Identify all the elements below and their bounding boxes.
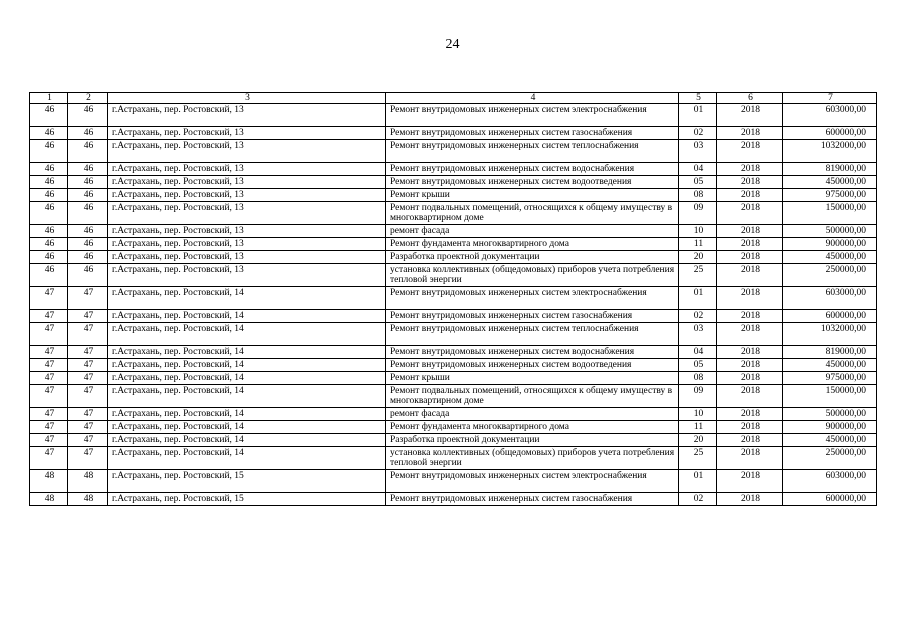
year-cell: 2018 xyxy=(717,310,783,323)
address-cell: г.Астрахань, пер. Ростовский, 13 xyxy=(108,251,386,264)
row-number-cell: 47 xyxy=(30,346,68,359)
address-cell: г.Астрахань, пер. Ростовский, 13 xyxy=(108,202,386,225)
work-type-cell: Ремонт крыши xyxy=(386,189,679,202)
work-code-cell: 04 xyxy=(679,163,717,176)
cost-cell: 600000,00 xyxy=(783,310,877,323)
row-number-cell: 46 xyxy=(30,163,68,176)
address-cell: г.Астрахань, пер. Ростовский, 13 xyxy=(108,104,386,127)
work-type-cell: Ремонт внутридомовых инженерных систем водоснабжения xyxy=(386,346,679,359)
year-cell: 2018 xyxy=(717,323,783,346)
table-row xyxy=(30,202,877,225)
cost-cell: 819000,00 xyxy=(783,346,877,359)
column-header: 1 xyxy=(30,93,68,104)
house-number-cell: 47 xyxy=(68,385,108,408)
address-cell: г.Астрахань, пер. Ростовский, 13 xyxy=(108,264,386,287)
house-number-cell: 47 xyxy=(68,287,108,310)
cost-cell: 1032000,00 xyxy=(783,323,877,346)
row-number-cell: 47 xyxy=(30,287,68,310)
year-cell: 2018 xyxy=(717,251,783,264)
table-row xyxy=(30,189,877,202)
cost-cell: 900000,00 xyxy=(783,238,877,251)
row-number-cell: 48 xyxy=(30,493,68,506)
year-cell: 2018 xyxy=(717,493,783,506)
cost-cell: 450000,00 xyxy=(783,251,877,264)
cost-cell: 150000,00 xyxy=(783,385,877,408)
cost-cell: 900000,00 xyxy=(783,421,877,434)
table-row xyxy=(30,104,877,127)
house-number-cell: 47 xyxy=(68,310,108,323)
row-number-cell: 47 xyxy=(30,408,68,421)
table-header-row xyxy=(30,93,877,104)
table-row xyxy=(30,493,877,506)
work-type-cell: Ремонт внутридомовых инженерных систем электроснабжения xyxy=(386,470,679,493)
work-type-cell: Ремонт фундамента многоквартирного дома xyxy=(386,421,679,434)
column-header: 2 xyxy=(68,93,108,104)
row-number-cell: 46 xyxy=(30,189,68,202)
work-type-cell: Ремонт внутридомовых инженерных систем теплоснабжения xyxy=(386,323,679,346)
work-code-cell: 03 xyxy=(679,140,717,163)
work-code-cell: 04 xyxy=(679,346,717,359)
house-number-cell: 47 xyxy=(68,421,108,434)
table-row xyxy=(30,385,877,408)
year-cell: 2018 xyxy=(717,434,783,447)
work-type-cell: Ремонт внутридомовых инженерных систем электроснабжения xyxy=(386,104,679,127)
work-code-cell: 02 xyxy=(679,310,717,323)
row-number-cell: 46 xyxy=(30,225,68,238)
address-cell: г.Астрахань, пер. Ростовский, 14 xyxy=(108,310,386,323)
house-number-cell: 46 xyxy=(68,104,108,127)
work-code-cell: 01 xyxy=(679,104,717,127)
column-header: 3 xyxy=(108,93,386,104)
row-number-cell: 46 xyxy=(30,104,68,127)
house-number-cell: 46 xyxy=(68,225,108,238)
table-row xyxy=(30,163,877,176)
cost-cell: 250000,00 xyxy=(783,264,877,287)
cost-cell: 450000,00 xyxy=(783,176,877,189)
work-type-cell: Ремонт внутридомовых инженерных систем водоотведения xyxy=(386,359,679,372)
cost-cell: 600000,00 xyxy=(783,127,877,140)
column-header: 4 xyxy=(386,93,679,104)
table-row xyxy=(30,408,877,421)
house-number-cell: 47 xyxy=(68,323,108,346)
work-type-cell: ремонт фасада xyxy=(386,408,679,421)
year-cell: 2018 xyxy=(717,140,783,163)
house-number-cell: 46 xyxy=(68,189,108,202)
work-type-cell: Ремонт фундамента многоквартирного дома xyxy=(386,238,679,251)
work-code-cell: 01 xyxy=(679,287,717,310)
work-type-cell: установка коллективных (общедомовых) приборов учета потребления тепловой энергии xyxy=(386,264,679,287)
year-cell: 2018 xyxy=(717,359,783,372)
address-cell: г.Астрахань, пер. Ростовский, 13 xyxy=(108,189,386,202)
address-cell: г.Астрахань, пер. Ростовский, 14 xyxy=(108,447,386,470)
address-cell: г.Астрахань, пер. Ростовский, 15 xyxy=(108,493,386,506)
row-number-cell: 47 xyxy=(30,385,68,408)
table-row xyxy=(30,238,877,251)
address-cell: г.Астрахань, пер. Ростовский, 14 xyxy=(108,346,386,359)
year-cell: 2018 xyxy=(717,408,783,421)
work-code-cell: 20 xyxy=(679,251,717,264)
address-cell: г.Астрахань, пер. Ростовский, 14 xyxy=(108,421,386,434)
house-number-cell: 48 xyxy=(68,470,108,493)
table-row xyxy=(30,310,877,323)
house-number-cell: 47 xyxy=(68,434,108,447)
cost-cell: 975000,00 xyxy=(783,189,877,202)
work-type-cell: Ремонт внутридомовых инженерных систем газоснабжения xyxy=(386,493,679,506)
row-number-cell: 46 xyxy=(30,176,68,189)
house-number-cell: 47 xyxy=(68,346,108,359)
work-type-cell: Ремонт внутридомовых инженерных систем электроснабжения xyxy=(386,287,679,310)
cost-cell: 819000,00 xyxy=(783,163,877,176)
table-row xyxy=(30,372,877,385)
work-code-cell: 10 xyxy=(679,225,717,238)
table-row xyxy=(30,225,877,238)
row-number-cell: 46 xyxy=(30,127,68,140)
cost-cell: 975000,00 xyxy=(783,372,877,385)
work-type-cell: Разработка проектной документации xyxy=(386,434,679,447)
address-cell: г.Астрахань, пер. Ростовский, 14 xyxy=(108,359,386,372)
cost-cell: 603000,00 xyxy=(783,104,877,127)
cost-cell: 150000,00 xyxy=(783,202,877,225)
row-number-cell: 46 xyxy=(30,202,68,225)
table-row xyxy=(30,140,877,163)
house-number-cell: 46 xyxy=(68,176,108,189)
table-body xyxy=(30,104,877,506)
house-number-cell: 46 xyxy=(68,264,108,287)
address-cell: г.Астрахань, пер. Ростовский, 14 xyxy=(108,408,386,421)
house-number-cell: 47 xyxy=(68,408,108,421)
row-number-cell: 47 xyxy=(30,323,68,346)
address-cell: г.Астрахань, пер. Ростовский, 14 xyxy=(108,385,386,408)
year-cell: 2018 xyxy=(717,225,783,238)
address-cell: г.Астрахань, пер. Ростовский, 14 xyxy=(108,287,386,310)
cost-cell: 603000,00 xyxy=(783,470,877,493)
address-cell: г.Астрахань, пер. Ростовский, 13 xyxy=(108,238,386,251)
column-header: 5 xyxy=(679,93,717,104)
work-code-cell: 01 xyxy=(679,470,717,493)
table-row xyxy=(30,434,877,447)
house-number-cell: 46 xyxy=(68,127,108,140)
year-cell: 2018 xyxy=(717,447,783,470)
year-cell: 2018 xyxy=(717,421,783,434)
work-code-cell: 09 xyxy=(679,202,717,225)
address-cell: г.Астрахань, пер. Ростовский, 13 xyxy=(108,140,386,163)
work-type-cell: Ремонт внутридомовых инженерных систем теплоснабжения xyxy=(386,140,679,163)
address-cell: г.Астрахань, пер. Ростовский, 15 xyxy=(108,470,386,493)
work-code-cell: 11 xyxy=(679,421,717,434)
house-number-cell: 47 xyxy=(68,359,108,372)
address-cell: г.Астрахань, пер. Ростовский, 14 xyxy=(108,323,386,346)
work-type-cell: Ремонт внутридомовых инженерных систем водоснабжения xyxy=(386,163,679,176)
row-number-cell: 47 xyxy=(30,434,68,447)
work-code-cell: 02 xyxy=(679,127,717,140)
house-number-cell: 46 xyxy=(68,163,108,176)
cost-cell: 450000,00 xyxy=(783,434,877,447)
row-number-cell: 46 xyxy=(30,238,68,251)
house-number-cell: 46 xyxy=(68,140,108,163)
year-cell: 2018 xyxy=(717,202,783,225)
work-code-cell: 11 xyxy=(679,238,717,251)
work-type-cell: Ремонт крыши xyxy=(386,372,679,385)
row-number-cell: 47 xyxy=(30,372,68,385)
row-number-cell: 47 xyxy=(30,359,68,372)
house-number-cell: 48 xyxy=(68,493,108,506)
year-cell: 2018 xyxy=(717,176,783,189)
column-header: 6 xyxy=(717,93,783,104)
address-cell: г.Астрахань, пер. Ростовский, 14 xyxy=(108,372,386,385)
table-row xyxy=(30,447,877,470)
house-number-cell: 47 xyxy=(68,372,108,385)
year-cell: 2018 xyxy=(717,385,783,408)
table-row xyxy=(30,359,877,372)
row-number-cell: 47 xyxy=(30,447,68,470)
work-code-cell: 09 xyxy=(679,385,717,408)
cost-cell: 250000,00 xyxy=(783,447,877,470)
work-type-cell: ремонт фасада xyxy=(386,225,679,238)
cost-cell: 600000,00 xyxy=(783,493,877,506)
column-header: 7 xyxy=(783,93,877,104)
house-number-cell: 46 xyxy=(68,238,108,251)
table-row xyxy=(30,421,877,434)
year-cell: 2018 xyxy=(717,372,783,385)
work-code-cell: 20 xyxy=(679,434,717,447)
address-cell: г.Астрахань, пер. Ростовский, 13 xyxy=(108,176,386,189)
year-cell: 2018 xyxy=(717,127,783,140)
work-code-cell: 05 xyxy=(679,176,717,189)
works-table xyxy=(29,92,877,506)
cost-cell: 450000,00 xyxy=(783,359,877,372)
work-code-cell: 10 xyxy=(679,408,717,421)
year-cell: 2018 xyxy=(717,104,783,127)
work-code-cell: 25 xyxy=(679,264,717,287)
address-cell: г.Астрахань, пер. Ростовский, 13 xyxy=(108,163,386,176)
table-row xyxy=(30,287,877,310)
house-number-cell: 46 xyxy=(68,251,108,264)
work-type-cell: Ремонт подвальных помещений, относящихся к общему имуществу в многоквартирном доме xyxy=(386,202,679,225)
table-row xyxy=(30,176,877,189)
table-row xyxy=(30,470,877,493)
row-number-cell: 46 xyxy=(30,264,68,287)
row-number-cell: 47 xyxy=(30,310,68,323)
work-code-cell: 02 xyxy=(679,493,717,506)
work-type-cell: установка коллективных (общедомовых) приборов учета потребления тепловой энергии xyxy=(386,447,679,470)
year-cell: 2018 xyxy=(717,163,783,176)
table-row xyxy=(30,346,877,359)
cost-cell: 500000,00 xyxy=(783,408,877,421)
work-type-cell: Разработка проектной документации xyxy=(386,251,679,264)
year-cell: 2018 xyxy=(717,287,783,310)
row-number-cell: 46 xyxy=(30,140,68,163)
table-row xyxy=(30,323,877,346)
year-cell: 2018 xyxy=(717,470,783,493)
table-row xyxy=(30,251,877,264)
work-type-cell: Ремонт внутридомовых инженерных систем водоотведения xyxy=(386,176,679,189)
work-code-cell: 25 xyxy=(679,447,717,470)
address-cell: г.Астрахань, пер. Ростовский, 13 xyxy=(108,225,386,238)
address-cell: г.Астрахань, пер. Ростовский, 13 xyxy=(108,127,386,140)
year-cell: 2018 xyxy=(717,264,783,287)
work-type-cell: Ремонт внутридомовых инженерных систем газоснабжения xyxy=(386,127,679,140)
work-code-cell: 03 xyxy=(679,323,717,346)
work-code-cell: 08 xyxy=(679,372,717,385)
row-number-cell: 48 xyxy=(30,470,68,493)
table-row xyxy=(30,127,877,140)
work-type-cell: Ремонт подвальных помещений, относящихся к общему имуществу в многоквартирном доме xyxy=(386,385,679,408)
work-type-cell: Ремонт внутридомовых инженерных систем газоснабжения xyxy=(386,310,679,323)
year-cell: 2018 xyxy=(717,346,783,359)
year-cell: 2018 xyxy=(717,189,783,202)
work-code-cell: 05 xyxy=(679,359,717,372)
cost-cell: 1032000,00 xyxy=(783,140,877,163)
table-row xyxy=(30,264,877,287)
cost-cell: 500000,00 xyxy=(783,225,877,238)
year-cell: 2018 xyxy=(717,238,783,251)
house-number-cell: 47 xyxy=(68,447,108,470)
row-number-cell: 47 xyxy=(30,421,68,434)
house-number-cell: 46 xyxy=(68,202,108,225)
work-code-cell: 08 xyxy=(679,189,717,202)
cost-cell: 603000,00 xyxy=(783,287,877,310)
row-number-cell: 46 xyxy=(30,251,68,264)
address-cell: г.Астрахань, пер. Ростовский, 14 xyxy=(108,434,386,447)
page-number: 24 xyxy=(445,37,460,52)
